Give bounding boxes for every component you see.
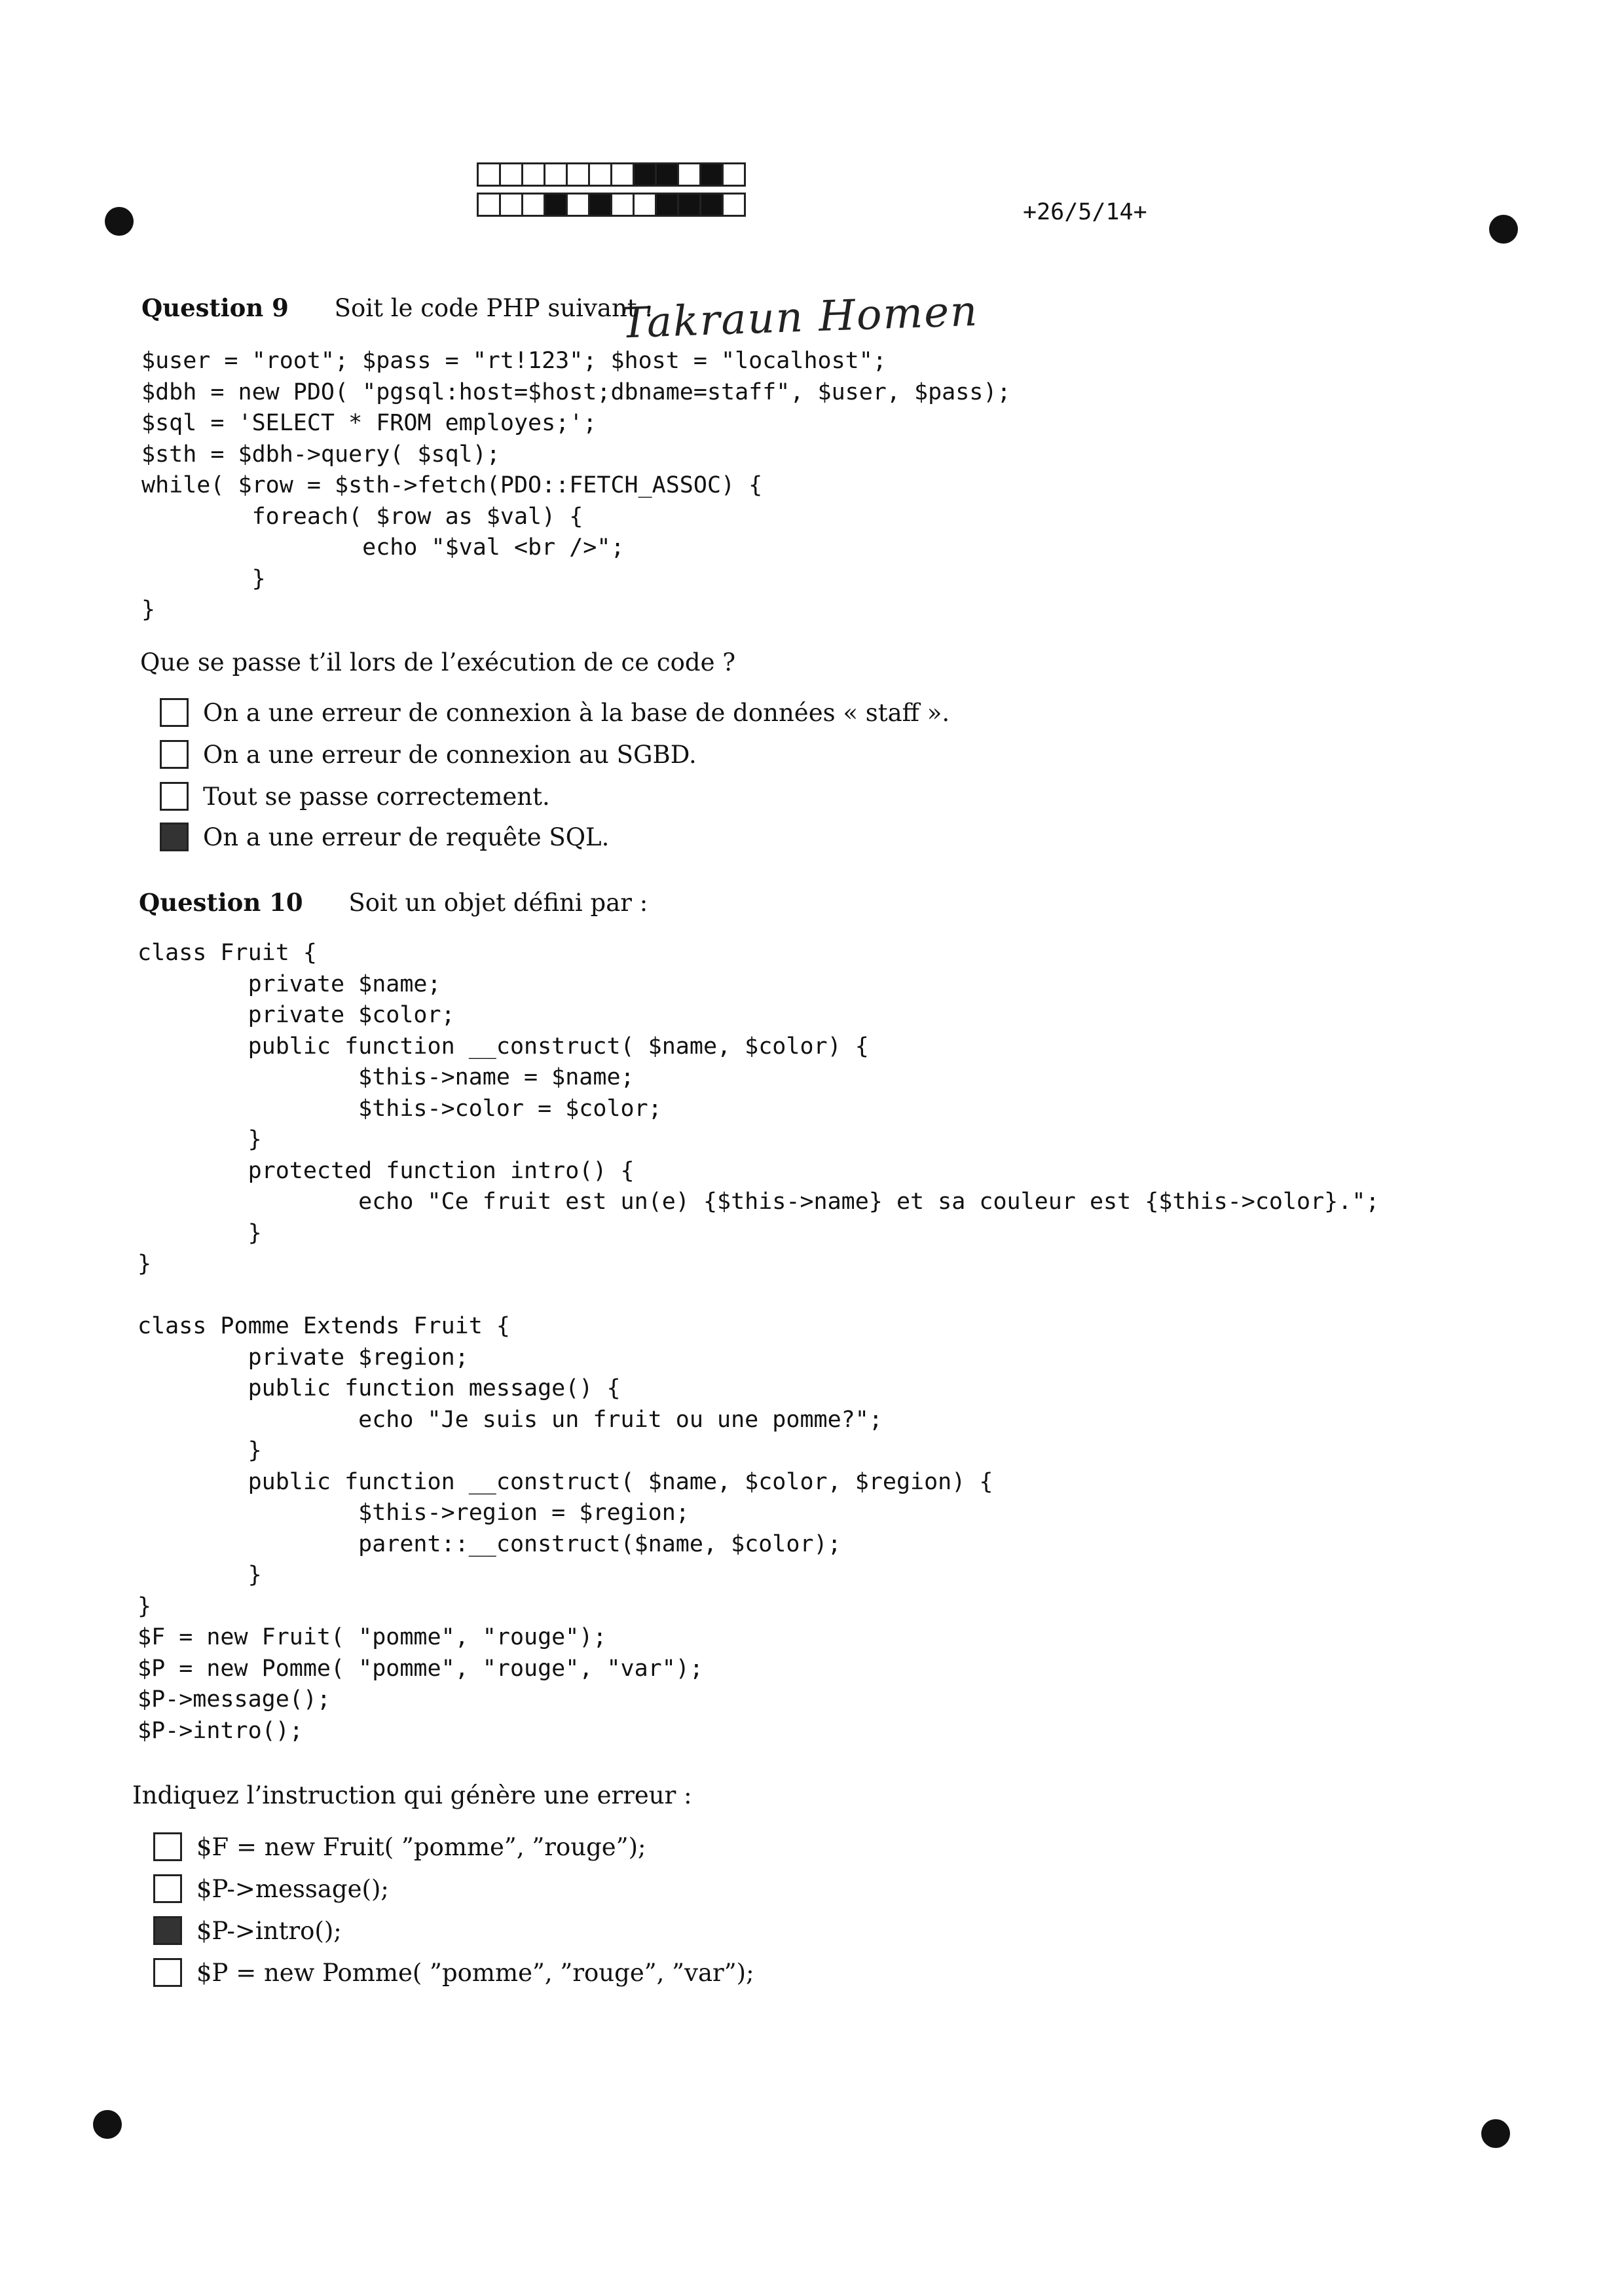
- barcode-cell: [633, 193, 657, 217]
- q10-option-2-checkbox[interactable]: [153, 1874, 182, 1903]
- q10-option-3-checkbox[interactable]: [153, 1916, 182, 1945]
- q10-option-1-checkbox[interactable]: [153, 1832, 182, 1861]
- registration-mark-top-left: [105, 207, 134, 236]
- barcode-cell: [677, 162, 701, 187]
- question-9-label: Question 9: [141, 293, 289, 322]
- q10-option-2[interactable]: [153, 1874, 389, 1903]
- q10-option-4-label: $P = new Pomme( ”pomme”, ”rouge”, ”var”);: [196, 1958, 754, 1987]
- barcode-cell: [521, 193, 545, 217]
- q10-option-2-label: $P->message();: [196, 1874, 389, 1903]
- registration-mark-bottom-left: [93, 2110, 122, 2139]
- barcode-cell: [588, 162, 612, 187]
- q9-option-2[interactable]: [160, 740, 697, 769]
- barcode-cell: [477, 193, 501, 217]
- q10-option-4-checkbox[interactable]: [153, 1958, 182, 1987]
- q10-option-3-label: $P->intro();: [196, 1916, 342, 1945]
- barcode-cell: [477, 162, 501, 187]
- barcode-row-2: [477, 193, 744, 217]
- q9-option-3[interactable]: [160, 782, 550, 811]
- question-9-prompt: Que se passe t’il lors de l’exécution de ce code ?: [140, 648, 736, 676]
- q10-option-4[interactable]: [153, 1958, 754, 1987]
- registration-mark-bottom-right: [1481, 2119, 1510, 2148]
- registration-mark-top-right: [1489, 215, 1518, 244]
- barcode-cell: [499, 162, 523, 187]
- barcode-cell: [499, 193, 523, 217]
- q9-option-1-label: On a une erreur de connexion à la base de données « staff ».: [203, 698, 950, 727]
- question-9-intro: Soit le code PHP suivant :: [334, 294, 653, 322]
- barcode-row-1: [477, 162, 744, 187]
- barcode-cell: [544, 162, 568, 187]
- q9-option-2-checkbox[interactable]: [160, 740, 189, 769]
- q10-option-1[interactable]: [153, 1832, 646, 1861]
- q9-option-1[interactable]: [160, 698, 950, 727]
- page-code: +26/5/14+: [1023, 199, 1147, 225]
- barcode-cell: [655, 193, 679, 217]
- q9-option-1-checkbox[interactable]: [160, 698, 189, 727]
- barcode-cell: [610, 193, 635, 217]
- question-9-header: [141, 293, 653, 322]
- question-10-label: Question 10: [139, 888, 303, 917]
- q9-option-2-label: On a une erreur de connexion au SGBD.: [203, 740, 697, 769]
- barcode-cell: [588, 193, 612, 217]
- q9-option-3-label: Tout se passe correctement.: [203, 782, 550, 811]
- question-10-code: class Fruit { private $name; private $color; public function __construct( $name, $color) { $this->name = $name; $this->color = $color; } protected function intro() { echo "Ce fruit est un(e) {$this->name} et sa couleur est {$this->color}."; } } class Pomme Extends Fruit { private $region; public function message() { echo "Je suis un fruit ou une pomme?"; } public function __construct( $name, $color, $region) { $this->region = $region; parent::__construct($name, $color); } } $F = new Fruit( "pomme", "rouge"); $P = new Pomme( "pomme", "rouge", "var"); $P->message(); $P->intro();: [138, 940, 1380, 1744]
- q9-option-4-checkbox[interactable]: [160, 823, 189, 851]
- barcode-cell: [566, 162, 590, 187]
- barcode-cell: [655, 162, 679, 187]
- barcode-cell: [677, 193, 701, 217]
- barcode-cell: [699, 193, 724, 217]
- q10-option-1-label: $F = new Fruit( ”pomme”, ”rouge”);: [196, 1832, 646, 1861]
- handwritten-signature: Takraun Homen: [619, 287, 980, 348]
- barcode-cell: [633, 162, 657, 187]
- q9-option-4[interactable]: [160, 823, 609, 851]
- question-10-prompt: Indiquez l’instruction qui génère une erreur :: [132, 1781, 692, 1809]
- barcode-cell: [566, 193, 590, 217]
- question-9-code: $user = "root"; $pass = "rt!123"; $host = "localhost"; $dbh = new PDO( "pgsql:host=$host;dbname=staff", $user, $pass); $sql = 'SELECT * FROM employes;'; $sth = $dbh->query( $sql); while( $row = $sth->fetch(PDO::FETCH_ASSOC) { foreach( $row as $val) { echo "$val <br />"; } }: [141, 348, 1011, 623]
- barcode-cell: [521, 162, 545, 187]
- barcode-cell: [610, 162, 635, 187]
- question-10-intro: Soit un objet défini par :: [348, 889, 648, 917]
- q10-option-3[interactable]: [153, 1916, 342, 1945]
- barcode-cell: [722, 193, 746, 217]
- q9-option-4-label: On a une erreur de requête SQL.: [203, 823, 610, 851]
- barcode-cell: [544, 193, 568, 217]
- q9-option-3-checkbox[interactable]: [160, 782, 189, 811]
- barcode-cell: [699, 162, 724, 187]
- barcode-cell: [722, 162, 746, 187]
- question-10-header: [139, 888, 648, 917]
